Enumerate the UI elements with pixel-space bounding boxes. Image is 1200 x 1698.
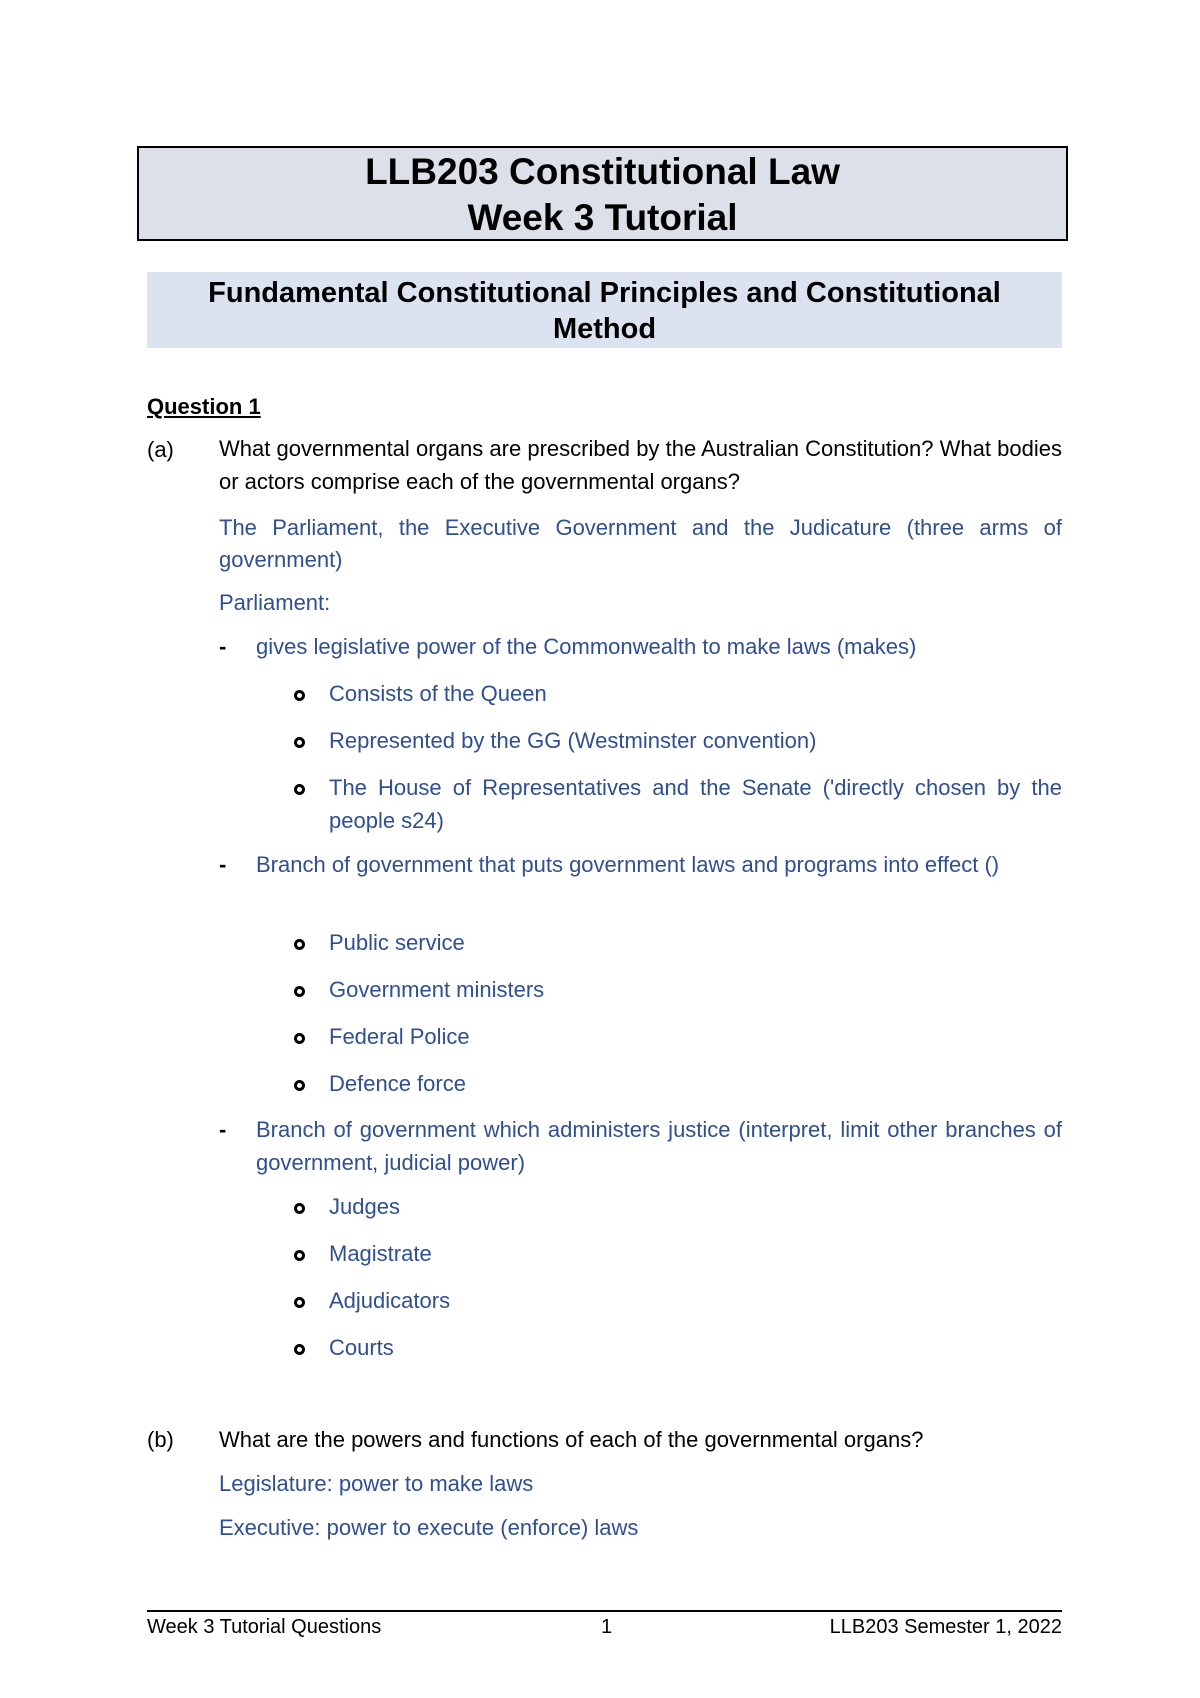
list-item: Federal Police (329, 1024, 470, 1049)
group-3-text: Branch of government which administers justice (interpret, limit other branches of government, judicial power) (256, 1117, 1062, 1175)
list-item: Magistrate (329, 1241, 432, 1266)
part-a-answer-intro: The Parliament, the Executive Government and the Judicature (three arms of government) (219, 515, 1062, 572)
part-a-label: (a) (147, 437, 174, 462)
title-line-2: Week 3 Tutorial (467, 197, 738, 238)
part-b-answer-1: Legislature: power to make laws (219, 1471, 534, 1496)
list-item: Consists of the Queen (329, 681, 547, 706)
circle-bullet-icon (294, 690, 305, 701)
list-item: Courts (329, 1335, 394, 1360)
footer-right: LLB203 Semester 1, 2022 (829, 1616, 1062, 1638)
footer-left: Week 3 Tutorial Questions (147, 1616, 382, 1638)
circle-bullet-icon (294, 1344, 305, 1355)
part-b-answer-2: Executive: power to execute (enforce) laws (219, 1515, 639, 1540)
list-item: Defence force (329, 1071, 466, 1096)
footer-divider (147, 1610, 1062, 1612)
list-item: The House of Representatives and the Senate ('directly chosen by the people s24) (329, 775, 1062, 833)
dash-bullet: - (219, 852, 227, 877)
subtitle-line-1: Fundamental Constitutional Principles and Constitutional (208, 277, 1001, 309)
footer-page-number: 1 (601, 1616, 613, 1638)
dash-bullet: - (219, 634, 227, 659)
circle-bullet-icon (294, 1080, 305, 1091)
question-1-heading: Question 1 (147, 394, 261, 419)
circle-bullet-icon (294, 737, 305, 748)
part-b-question: What are the powers and functions of each of the governmental organs? (219, 1427, 924, 1452)
circle-bullet-icon (294, 1250, 305, 1261)
group-1-text: gives legislative power of the Commonwealth to make laws (makes) (256, 634, 917, 659)
circle-bullet-icon (294, 1203, 305, 1214)
group-2-text: Branch of government that puts government laws and programs into effect () (256, 852, 1000, 877)
circle-bullet-icon (294, 784, 305, 795)
circle-bullet-icon (294, 1033, 305, 1044)
list-item: Represented by the GG (Westminster convention) (329, 728, 817, 753)
list-item: Government ministers (329, 977, 545, 1002)
subtitle-box (147, 272, 1062, 348)
list-item: Public service (329, 930, 465, 955)
part-b-label: (b) (147, 1427, 174, 1452)
dash-bullet: - (219, 1117, 227, 1142)
subtitle-line-2: Method (552, 313, 657, 345)
title-line-1: LLB203 Constitutional Law (365, 151, 840, 192)
list-item: Adjudicators (329, 1288, 451, 1313)
list-item: Judges (329, 1194, 400, 1219)
circle-bullet-icon (294, 1297, 305, 1308)
parliament-label: Parliament: (219, 590, 331, 615)
part-a-question: What governmental organs are prescribed by the Australian Constitution? What bodies or actors comprise each of the governmental organs? (219, 436, 1062, 494)
title-box (137, 146, 1068, 241)
circle-bullet-icon (294, 939, 305, 950)
circle-bullet-icon (294, 986, 305, 997)
